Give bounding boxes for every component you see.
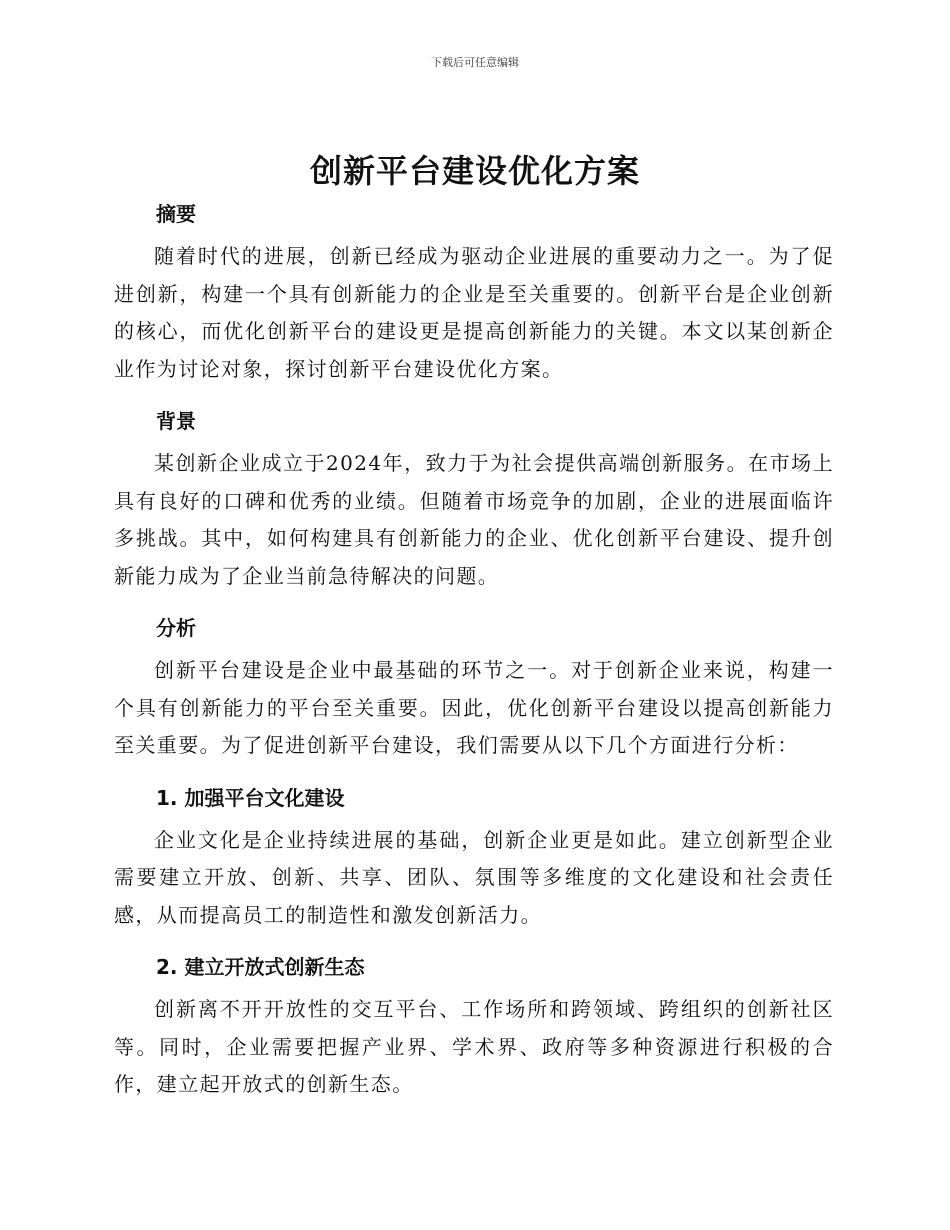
section-paragraph: 企业文化是企业持续进展的基础，创新企业更是如此。建立创新型企业需要建立开放、创新、共享、团队、氛围等多维度的文化建设和社会责任感，从而提高员工的制造性和激发创新活力。 <box>114 827 834 927</box>
section-heading: 摘要 <box>156 202 196 226</box>
section-background <box>114 397 834 595</box>
section-paragraph: 创新平台建设是企业中最基础的环节之一。对于创新企业来说，构建一个具有创新能力的平台至关重要。因此，优化创新平台建设以提高创新能力至关重要。为了促进创新平台建设，我们需要从以下几个方面进行分析： <box>114 658 834 757</box>
section-heading: 背景 <box>156 409 196 433</box>
section-analysis <box>114 604 834 765</box>
section-abstract <box>114 190 834 388</box>
section-culture <box>114 774 834 935</box>
section-heading: 2. 建立开放式创新生态 <box>156 955 365 979</box>
page-title: 创新平台建设优化方案 <box>309 152 640 190</box>
section-ecosystem <box>114 943 834 1104</box>
document-body <box>114 190 834 1113</box>
section-paragraph: 随着时代的进展，创新已经成为驱动企业进展的重要动力之一。为了促进创新，构建一个具有创新能力的企业是至关重要的。创新平台是企业创新的核心，而优化创新平台的建设更是提高创新能力的关键。本文以某创新企业作为讨论对象，探讨创新平台建设优化方案。 <box>114 244 834 381</box>
header-note: 下载后可任意编辑 <box>431 56 519 69</box>
section-heading: 分析 <box>156 616 196 640</box>
section-paragraph: 创新离不开开放性的交互平台、工作场所和跨领域、跨组织的创新社区等。同时，企业需要把握产业界、学术界、政府等多种资源进行积极的合作，建立起开放式的创新生态。 <box>114 997 834 1096</box>
section-heading: 1. 加强平台文化建设 <box>156 785 345 810</box>
section-paragraph: 某创新企业成立于2024年，致力于为社会提供高端创新服务。在市场上具有良好的口碑和优秀的业绩。但随着市场竞争的加剧，企业的进展面临许多挑战。其中，如何构建具有创新能力的企业、优化创新平台建设、提升创新能力成为了企业当前急待解决的问题。 <box>114 451 834 588</box>
